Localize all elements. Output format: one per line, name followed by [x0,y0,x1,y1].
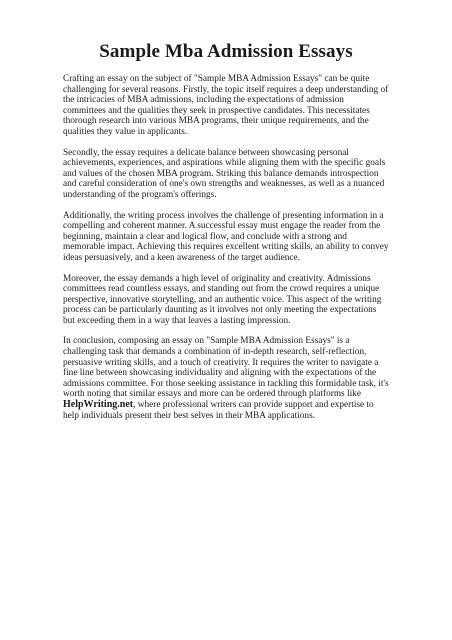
paragraph-conclusion [63,336,389,421]
paragraph-writing-process: Additionally, the writing process involves the challenge of presenting information in a compelling and coherent manner. A successful essay must engage the reader from the beginning, maintain a clear and logical flow, and conclude with a strong and memorable impact. Achieving this requires excellent writing skills, an ability to convey ideas persuasively, and a keen awareness of the target audience. [63,210,389,263]
document-title: Sample Mba Admission Essays [99,41,353,62]
conclusion-text-after: , where professional writers can provide support and expertise to help individuals present their best selves in their MBA applications. [63,400,374,421]
paragraph-balance: Secondly, the essay requires a delicate balance between showcasing personal achievements, experiences, and aspirations while aligning them with the specific goals and values of the chosen MBA program. Striking this balance demands introspection and careful consideration of one's own strengths and weaknesses, as well as a nuanced understanding of the program's offerings. [63,147,386,200]
conclusion-text-before: In conclusion, composing an essay on "Sample MBA Admission Essays" is a challenging task that demands a combination of in-depth research, self-reflection, persuasive writing skills, and a touch of creativity. It requires the writer to navigate a fine line between showcasing individuality and aligning with the expectations of the admissions committee. For those seeking assistance in tackling this formidable task, it's worth noting that similar essays and more can be ordered through platforms like [63,336,389,400]
paragraph-originality: Moreover, the essay demands a high level of originality and creativity. Admissions committees read countless essays, and standing out from the crowd requires a unique perspective, innovative storytelling, and an authentic voice. This aspect of the writing process can be particularly daunting as it involves not only meeting the expectations but exceeding them in a way that leaves a lasting impression. [63,273,382,326]
helpwriting-link[interactable]: HelpWriting.net [63,399,134,411]
paragraph-intro: Crafting an essay on the subject of "Sample MBA Admission Essays" can be quite challenging for several reasons. Firstly, the topic itself requires a deep understanding of the intricacies of MBA admissions, including the expectations of admission committees and the qualities they seek in prospective candidates. This necessitates thorough research into various MBA programs, their unique requirements, and the qualities they value in applicants. [63,74,389,137]
